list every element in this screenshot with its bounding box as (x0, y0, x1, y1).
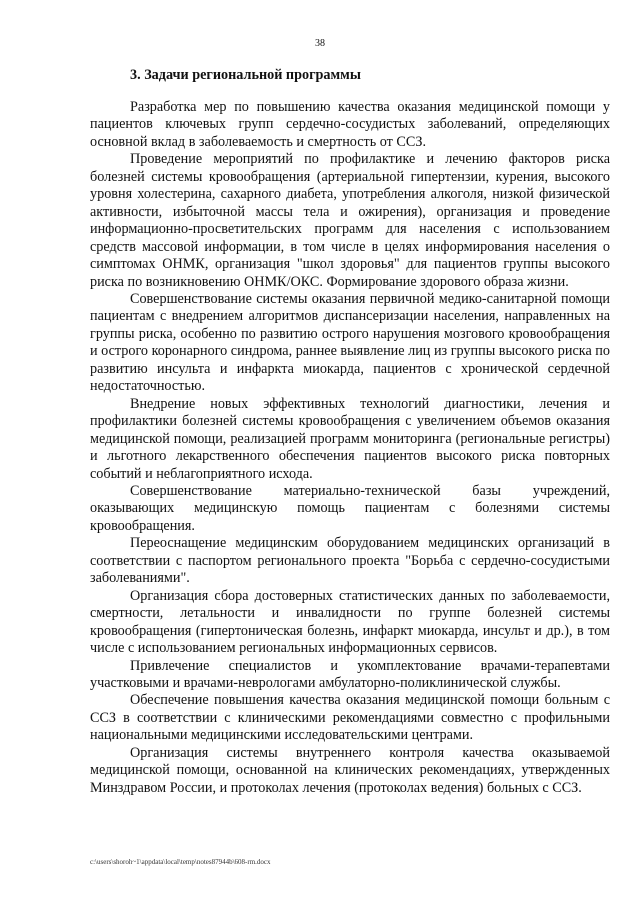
paragraph: Совершенствование системы оказания первичной медико-санитарной помощи пациентам с внедрением алгоритмов диспансеризации населения, направленных на группы риска, особенно по развитию острого нарушения мозгового кровообращения и острого коронарного синдрома, раннее выявление лиц из группы высокого риска по развитию инсульта и инфаркта миокарда, пациентов с хронической сердечной недостаточностью. (90, 290, 610, 395)
footer-file-path: c:\users\shoroh~1\appdata\local\temp\notes87944b\608-rm.docx (90, 858, 271, 866)
paragraph: Разработка мер по повышению качества оказания медицинской помощи у пациентов ключевых групп сердечно-сосудистых заболеваний, определяющих основной вклад в заболеваемость и смертность от ССЗ. (90, 99, 610, 150)
section-title: 3. Задачи региональной программы (130, 67, 361, 83)
paragraph: Переоснащение медицинским оборудованием медицинских организаций в соответствии с паспортом регионального проекта "Борьба с сердечно-сосудистыми заболеваниями". (90, 535, 610, 587)
paragraph: Организация системы внутреннего контроля качества оказываемой медицинской помощи, основанной на клинических рекомендациях, утвержденных Минздравом России, и протоколах лечения (протоколах ведения) больных с ССЗ. (90, 744, 610, 796)
body-text (90, 99, 610, 797)
paragraph: Привлечение специалистов и укомплектование врачами-терапевтами участковыми и врачами-неврологами амбулаторно-поликлинической службы. (90, 657, 610, 691)
paragraph: Обеспечение повышения качества оказания медицинской помощи больным с ССЗ в соответствии с клиническими рекомендациями совместно с профильными национальными медицинскими исследовательскими центрами. (90, 692, 610, 744)
paragraph: Внедрение новых эффективных технологий диагностики, лечения и профилактики болезней системы кровообращения с увеличением объемов оказания медицинской помощи, реализацией программ мониторинга (региональные регистры) и льготного лекарственного обеспечения пациентов высокого риска повторных событий и неблагоприятного исхода. (90, 395, 610, 482)
paragraph: Организация сбора достоверных статистических данных по заболеваемости, смертности, летальности и инвалидности по группе болезней системы кровообращения (гипертоническая болезнь, инфаркт миокарда, инсульт и др.), в том числе с использованием региональных информационных сервисов. (90, 587, 610, 657)
paragraph: Проведение мероприятий по профилактике и лечению факторов риска болезней системы кровообращения (артериальной гипертензии, курения, высокого уровня холестерина, сахарного диабета, употребления алкоголя, низкой физической активности, избыточной массы тела и ожирения), организация и проведение информационно-просветительских программ для населения с использованием средств массовой информации, в том числе в целях информирования населения о симптомах ОНМК, организация "школ здоровья" для пациентов группы высокого риска по возникновению ОНМК/ОКС. Формирование здорового образа жизни. (90, 151, 610, 290)
paragraph: Совершенствование материально-технической базы учреждений, оказывающих медицинскую помощь пациентам с болезнями системы кровообращения. (90, 482, 610, 534)
page-number: 38 (315, 38, 325, 49)
